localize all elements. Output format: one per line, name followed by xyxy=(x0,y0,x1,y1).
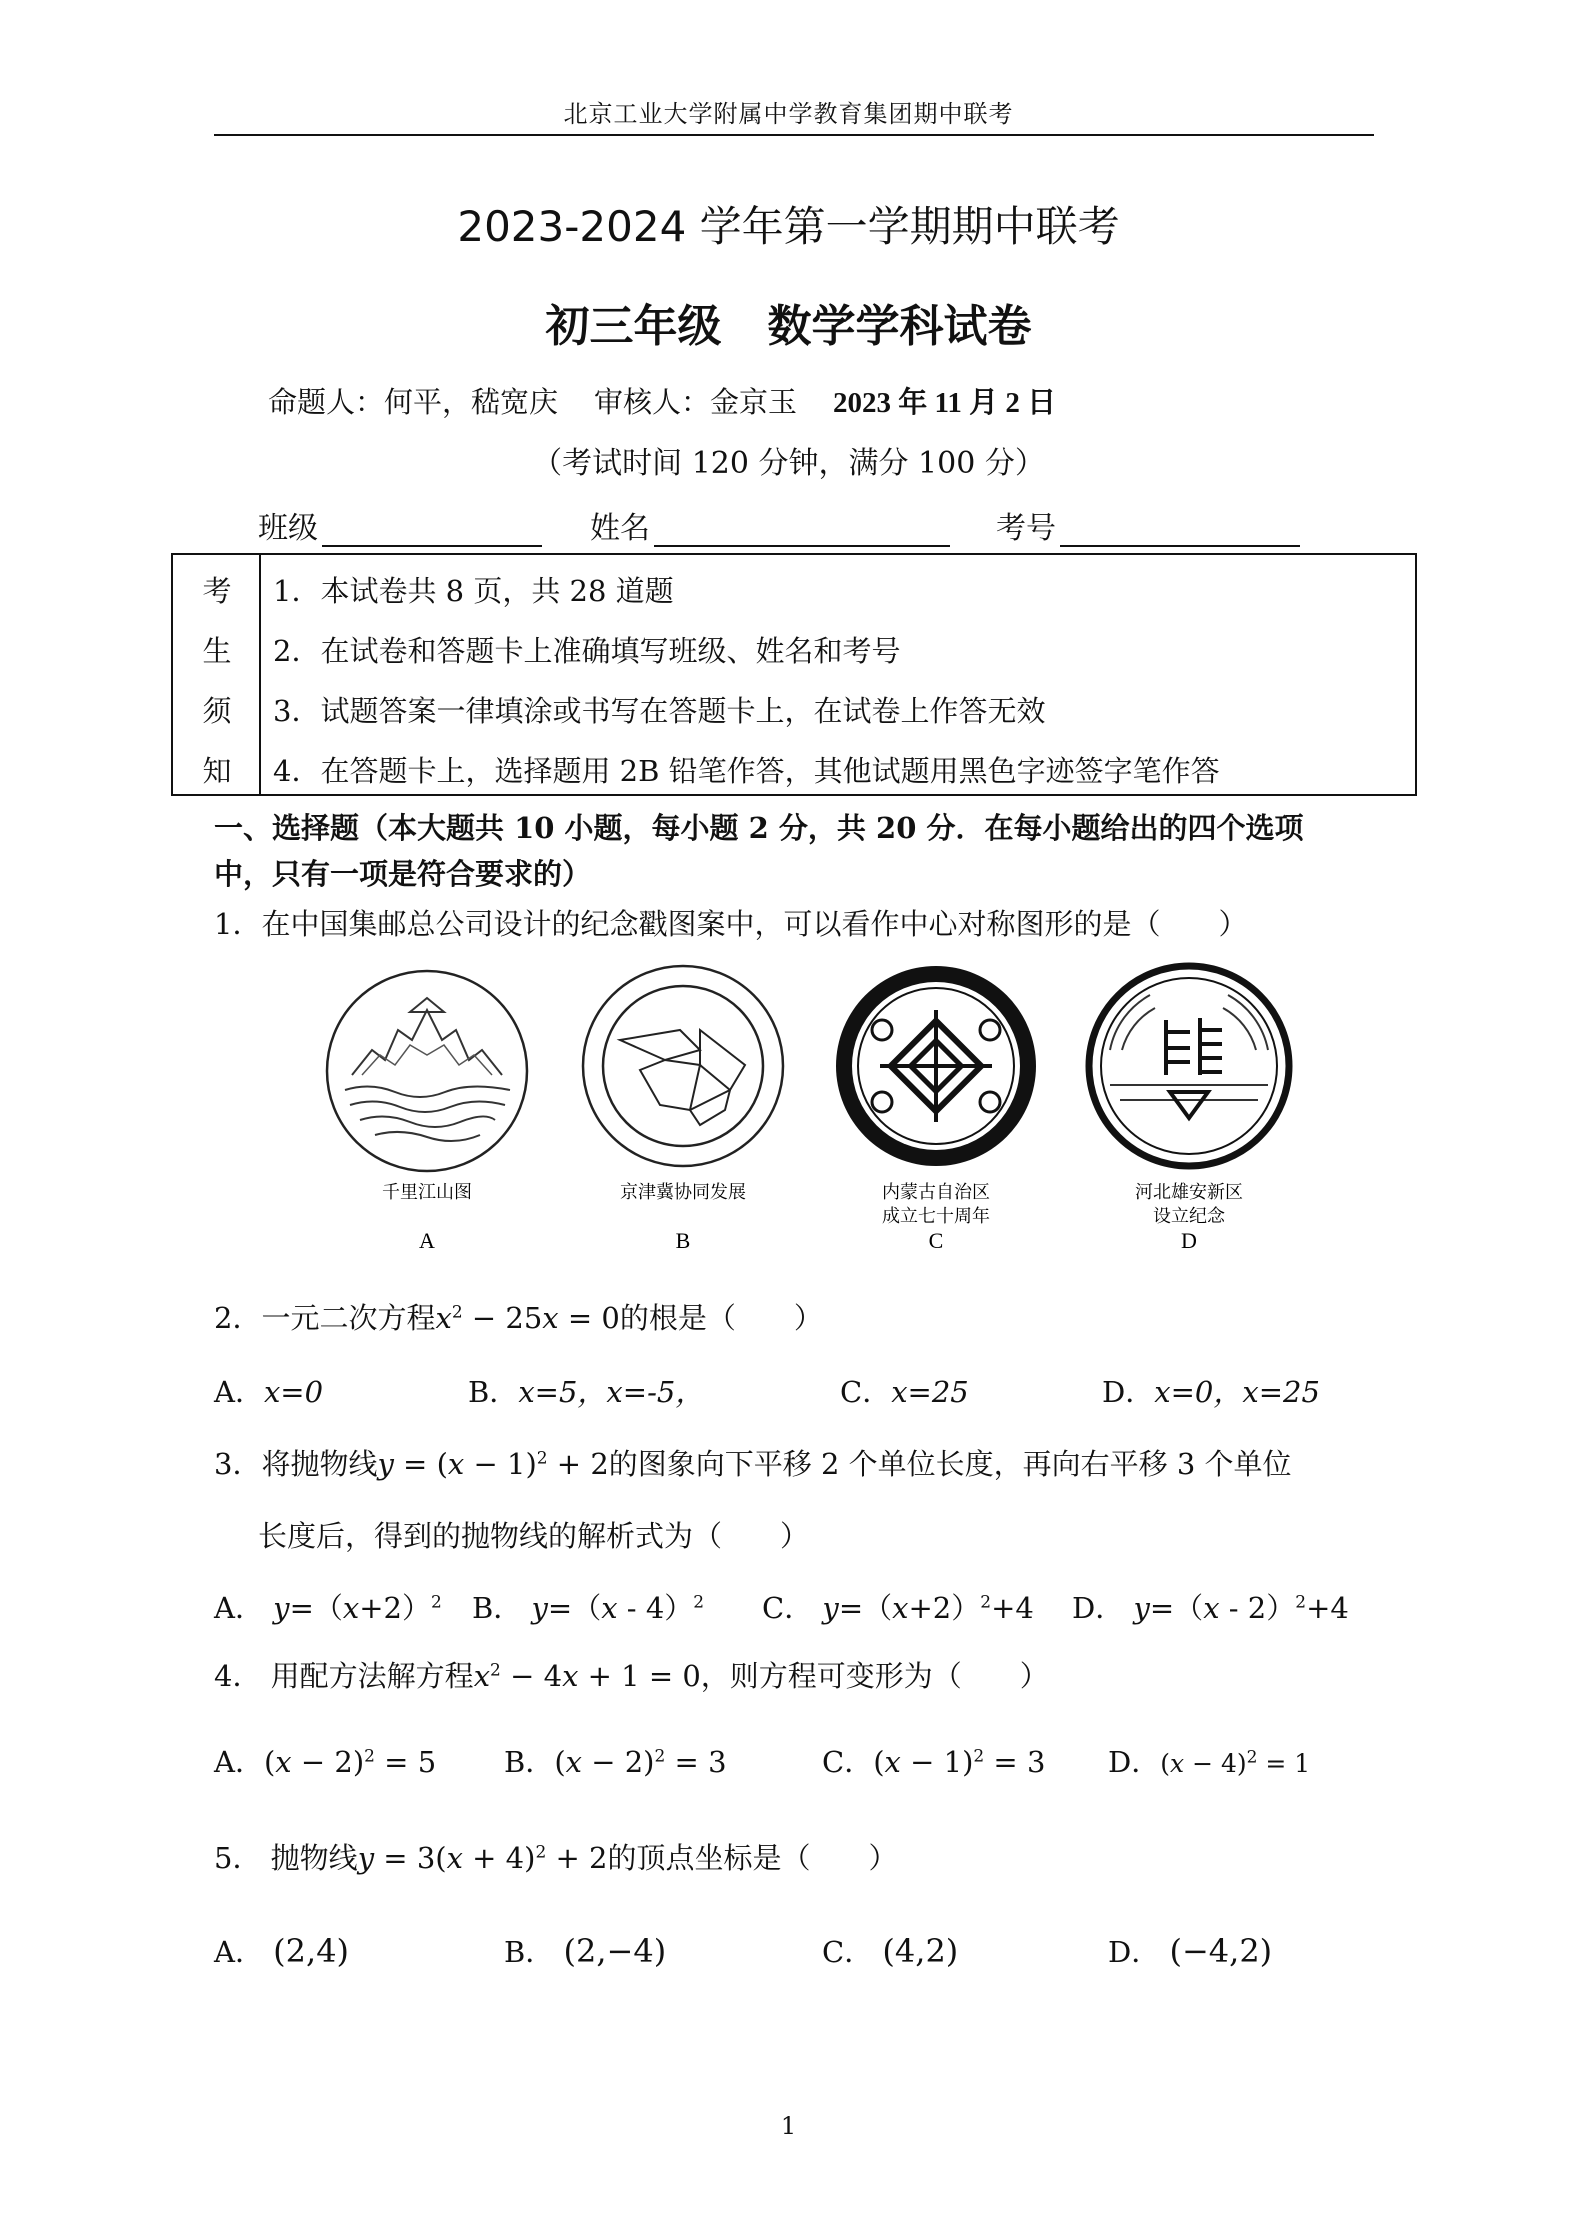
q3-option-d[interactable]: D． y=（x - 2）$^2$+4 xyxy=(1072,1591,1349,1625)
q4-option-a[interactable]: A．$(x - 2)^2 = 5$ xyxy=(214,1745,437,1779)
notice-side-label xyxy=(173,555,261,794)
notice-side-char: 须 xyxy=(202,694,232,728)
q5-option-d[interactable]: D． (−4,2) xyxy=(1108,1932,1273,1970)
q5-option-b[interactable]: B． (2,−4) xyxy=(504,1932,667,1970)
stamp-d-figure xyxy=(1089,966,1289,1166)
stamp-c-caption: 内蒙古自治区 xyxy=(882,1182,990,1203)
exam-title: 2023-2024 学年第一学期期中联考 xyxy=(457,202,1120,251)
stamp-a-caption: 千里江山图 xyxy=(382,1182,472,1203)
grade-label: 初三年级 xyxy=(545,301,722,352)
name-label: 姓名 xyxy=(590,511,650,546)
question-1-stem: 1．在中国集邮总公司设计的纪念戳图案中，可以看作中心对称图形的是（ ） xyxy=(214,907,1248,941)
stamp-d-caption-2: 设立纪念 xyxy=(1153,1206,1225,1227)
class-blank[interactable] xyxy=(322,513,542,547)
authors-line xyxy=(268,380,1056,421)
stamp-c-caption-2: 成立七十周年 xyxy=(882,1206,990,1227)
q5-option-a[interactable]: A． (2,4) xyxy=(214,1932,350,1970)
subject-label: 数学学科试卷 xyxy=(767,301,1032,352)
page-number: 1 xyxy=(780,2112,797,2140)
q3-option-c[interactable]: C． $y=(x+2)^2+4$ xyxy=(762,1591,1034,1625)
stamp-b-caption: 京津冀协同发展 xyxy=(620,1182,746,1203)
stamp-d-letter: D xyxy=(1181,1228,1197,1253)
notice-item: 4．在答题卡上，选择题用 2B 铅笔作答，其他试题用黑色字迹签字笔作答 xyxy=(273,754,1220,788)
number-field[interactable] xyxy=(996,503,1300,547)
q2-option-b[interactable]: B．x=5，x=-5， xyxy=(468,1375,705,1409)
q2-option-a[interactable]: A．x=0 xyxy=(214,1375,324,1409)
q5-option-c[interactable]: C． (4,2) xyxy=(822,1932,959,1970)
section-heading-line2: 中，只有一项是符合要求的） xyxy=(214,857,592,891)
exam-date: 2023 年 11 月 2 日 xyxy=(833,387,1057,419)
stamp-d-caption: 河北雄安新区 xyxy=(1135,1182,1243,1203)
q2-option-c[interactable]: C．x=25 xyxy=(840,1375,969,1409)
question-2-stem: 2．一元二次方程$x^2 - 25x = 0$的根是（ ） xyxy=(214,1301,823,1335)
equation: x xyxy=(435,1301,452,1335)
q4-option-b[interactable]: B．$(x - 2)^2 = 3$ xyxy=(504,1745,727,1779)
stamp-b-figure xyxy=(583,966,783,1166)
candidate-notice-box xyxy=(171,553,1417,796)
stamp-b-letter: B xyxy=(675,1228,691,1253)
question-4-stem: 4． 用配方法解方程$x^2 - 4x + 1 = 0$，则方程可变形为（ ） xyxy=(214,1659,1049,1693)
q2-option-d[interactable]: D．x=0，x=25 xyxy=(1102,1375,1320,1409)
stamp-c-letter: C xyxy=(928,1228,944,1253)
q3-option-a[interactable]: A． $y=(x+2)^2$ xyxy=(214,1591,442,1625)
name-blank[interactable] xyxy=(654,513,950,547)
section-heading-line1: 一、选择题（本大题共 10 小题，每小题 2 分，共 20 分．在每小题给出的四个选项 xyxy=(214,811,1304,845)
question-3-stem: 3．将抛物线$y = (x - 1)^2 + 2$的图象向下平移 2 个单位长度，再向右平移 3 个单位 xyxy=(214,1447,1292,1481)
number-blank[interactable] xyxy=(1060,513,1300,547)
class-label: 班级 xyxy=(258,511,318,546)
exam-subtitle xyxy=(0,290,1577,354)
stamp-a-figure xyxy=(327,971,527,1171)
question-5-stem: 5． 抛物线$y = 3(x + 4)^2 + 2$的顶点坐标是（ ） xyxy=(214,1841,898,1875)
q4-option-c[interactable]: C．$(x - 1)^2 = 3$ xyxy=(822,1745,1046,1779)
notice-side-char: 考 xyxy=(202,574,232,608)
setters: 命题人：何平，嵇宽庆 xyxy=(268,385,559,419)
question-3-stem-line2: 长度后，得到的抛物线的解析式为（ ） xyxy=(258,1519,810,1553)
notice-side-char: 生 xyxy=(202,634,232,668)
notice-side-char: 知 xyxy=(202,754,232,788)
exam-info: （考试时间 120 分钟，满分 100 分） xyxy=(532,446,1045,481)
q4-option-d[interactable]: D．$(x - 4)^2 = 1$ xyxy=(1108,1745,1311,1779)
header-rule xyxy=(214,134,1374,136)
q3-option-b[interactable]: B． y=（x - 4）$^2$ xyxy=(472,1591,705,1625)
running-head: 北京工业大学附属中学教育集团期中联考 xyxy=(563,100,1014,128)
stamp-c-figure xyxy=(836,966,1036,1166)
number-label: 考号 xyxy=(996,511,1056,546)
name-field[interactable] xyxy=(590,503,950,547)
notice-item: 3．试题答案一律填涂或书写在答题卡上，在试卷上作答无效 xyxy=(273,694,1046,728)
class-field[interactable] xyxy=(258,503,542,547)
reviewer: 审核人：金京玉 xyxy=(594,385,798,419)
stamp-a-letter: A xyxy=(419,1228,435,1253)
notice-item: 2．在试卷和答题卡上准确填写班级、姓名和考号 xyxy=(273,634,901,668)
notice-item: 1．本试卷共 8 页，共 28 道题 xyxy=(273,574,674,608)
